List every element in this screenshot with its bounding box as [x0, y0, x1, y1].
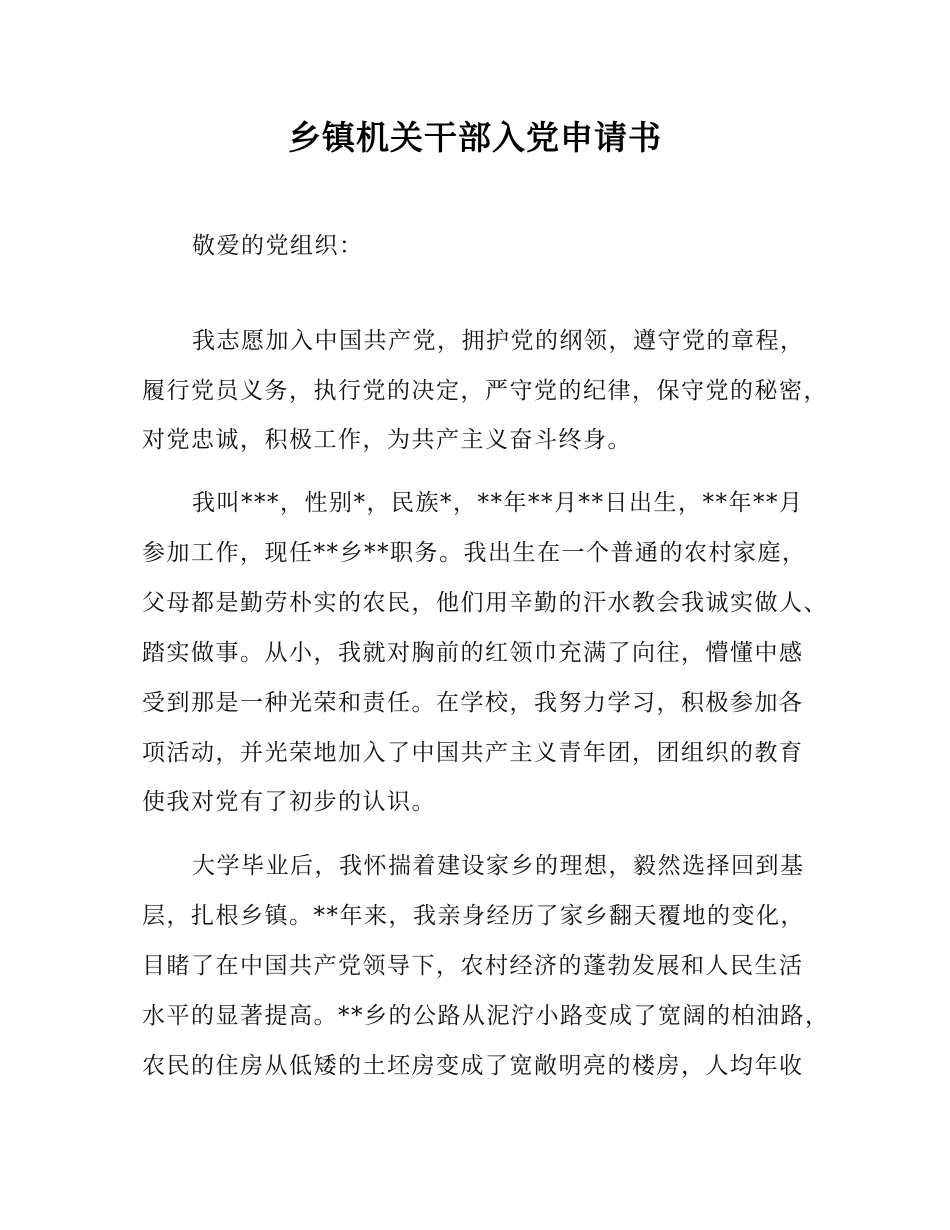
paragraph-line: 层，扎根乡镇。**年来，我亲身经历了家乡翻天覆地的变化， [142, 903, 805, 929]
paragraph-line: 水平的显著提高。**乡的公路从泥泞小路变成了宽阔的柏油路， [142, 1003, 830, 1029]
paragraph-line: 我叫***，性别*，民族*，**年**月**日出生，**年**月 [192, 490, 804, 516]
paragraph-line: 参加工作，现任**乡**职务。我出生在一个普通的农村家庭， [142, 540, 807, 566]
paragraph-line: 大学毕业后，我怀揣着建设家乡的理想，毅然选择回到基 [192, 853, 805, 879]
paragraph-line: 踏实做事。从小，我就对胸前的红领巾充满了向往，懵懂中感 [142, 640, 804, 666]
document-title: 乡镇机关干部入党申请书 [288, 118, 662, 157]
paragraph-line: 项活动，并光荣地加入了中国共产主义青年团，团组织的教育 [142, 740, 804, 766]
salutation: 敬爱的党组织： [192, 233, 364, 259]
paragraph-line: 对党忠诚，积极工作，为共产主义奋斗终身。 [142, 427, 632, 453]
paragraph-line: 履行党员义务，执行党的决定，严守党的纪律，保守党的秘密， [142, 378, 828, 404]
paragraph-line: 我志愿加入中国共产党，拥护党的纲领，遵守党的章程， [192, 328, 805, 354]
paragraph-line: 父母都是勤劳朴实的农民，他们用辛勤的汗水教会我诚实做人、 [142, 590, 828, 616]
paragraph-line: 农民的住房从低矮的土坯房变成了宽敞明亮的楼房，人均年收 [142, 1053, 804, 1079]
paragraph-line: 目睹了在中国共产党领导下，农村经济的蓬勃发展和人民生活 [142, 953, 804, 979]
paragraph-line: 受到那是一种光荣和责任。在学校，我努力学习，积极参加各 [142, 690, 804, 716]
paragraph-line: 使我对党有了初步的认识。 [142, 789, 436, 815]
